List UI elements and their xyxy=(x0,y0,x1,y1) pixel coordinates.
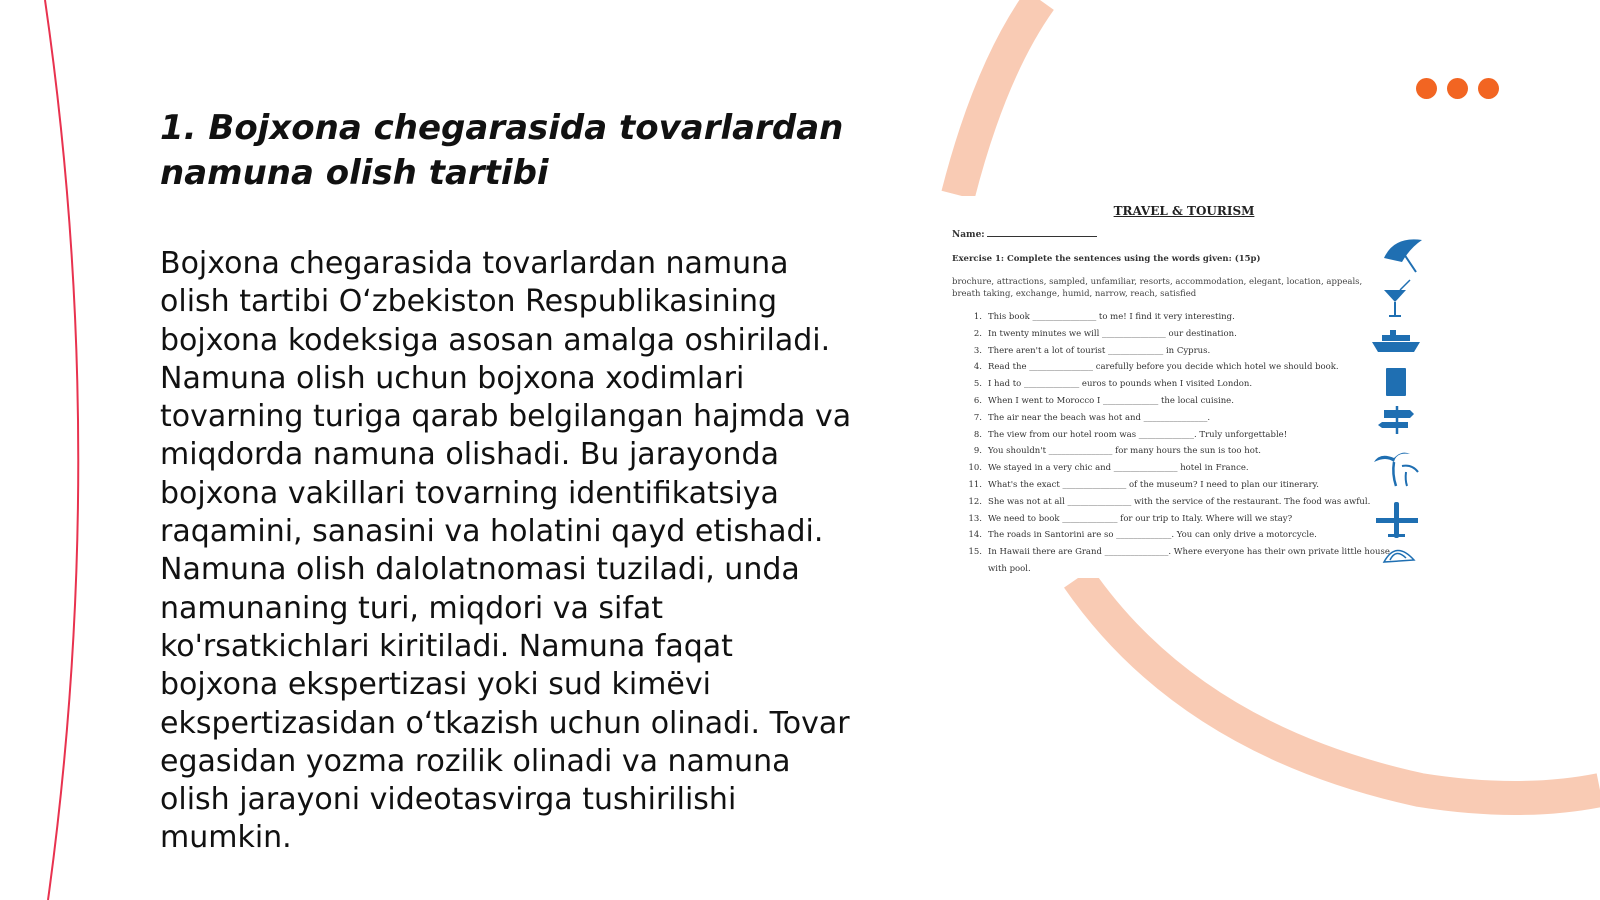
worksheet-item-text: This book _______________ to me! I find it very interesting. xyxy=(988,312,1235,322)
worksheet-item-text: The view from our hotel room was _____________. Truly unforgettable! xyxy=(988,429,1288,440)
name-label: Name: xyxy=(952,230,985,240)
worksheet-item-number: 13. xyxy=(968,513,982,524)
worksheet-item-text: She was not at all _______________ with the service of the restaurant. The food was awful. xyxy=(988,496,1371,507)
dot-3 xyxy=(1478,78,1499,99)
signpost-icon xyxy=(1378,406,1414,434)
worksheet-item-number: 14. xyxy=(968,530,982,541)
worksheet-item-text: You shouldn't _______________ for many hours the sun is too hot. xyxy=(988,446,1261,457)
worksheet-item-text: The roads in Santorini are so _____________. You can only drive a motorcycle. xyxy=(988,530,1317,541)
worksheet-item-number: 9. xyxy=(973,446,982,457)
passport-icon xyxy=(1386,368,1406,396)
travel-icons xyxy=(944,196,1454,578)
worksheet-item-number: 3. xyxy=(973,345,982,356)
worksheet-item-text: What's the exact _______________ of the museum? I need to plan our itinerary. xyxy=(988,479,1319,490)
worksheet-item-text: I had to _____________ euros to pounds when I visited London. xyxy=(988,379,1253,390)
worksheet-item-number: 5. xyxy=(973,379,982,390)
worksheet-item-number: 1. xyxy=(973,312,982,322)
worksheet-item-number: 6. xyxy=(973,395,982,406)
worksheet-image xyxy=(944,196,1454,578)
airplane-icon xyxy=(1376,502,1418,538)
worksheet-item-number: 4. xyxy=(973,362,982,373)
palm-tree-icon xyxy=(1374,453,1418,486)
worksheet-item-number: 7. xyxy=(973,412,982,423)
worksheet-item-number: 12. xyxy=(968,496,982,507)
cruise-ship-icon xyxy=(1372,330,1420,352)
worksheet-word-bank: brochure, attractions, sampled, unfamiliar, resorts, accommodation, elegant, location, appeals, breath taking, exchange, humid, narrow, reach, satisfied xyxy=(952,277,1363,299)
worksheet-item-text: In Hawaii there are Grand _______________. Where everyone has their own private little house with pool. xyxy=(988,547,1390,574)
worksheet-exercise-heading: Exercise 1: Complete the sentences using the words given: (15p) xyxy=(952,254,1261,264)
dot-1 xyxy=(1416,78,1437,99)
worksheet-item-number: 10. xyxy=(968,463,982,474)
worksheet-item-text: We need to book _____________ for our trip to Italy. Where will we stay? xyxy=(988,513,1293,524)
worksheet-item-number: 11. xyxy=(968,479,982,490)
worksheet-item-text: There aren't a lot of tourist _____________ in Cyprus. xyxy=(988,345,1211,356)
cocktail-icon xyxy=(1384,280,1410,316)
ring-arc-lower xyxy=(1078,578,1600,798)
worksheet-item-text: We stayed in a very chic and _______________ hotel in France. xyxy=(988,463,1249,474)
worksheet-item-text: In twenty minutes we will _______________ our destination. xyxy=(988,328,1237,339)
left-curve-line xyxy=(45,0,78,900)
dot-2 xyxy=(1447,78,1468,99)
worksheet-title: TRAVEL & TOURISM xyxy=(1113,204,1255,218)
worksheet-item-number: 2. xyxy=(973,328,982,339)
umbrella-icon xyxy=(1384,239,1422,272)
shell-icon xyxy=(1384,550,1414,562)
worksheet-item-number: 15. xyxy=(968,547,982,558)
worksheet-item-text: Read the _______________ carefully before you decide which hotel we should book. xyxy=(988,362,1339,373)
worksheet-item-text: When I went to Morocco I _____________ the local cuisine. xyxy=(988,395,1234,406)
worksheet-item-text: The air near the beach was hot and _______________. xyxy=(988,412,1211,423)
worksheet-item-number: 8. xyxy=(973,429,982,440)
slide-body-text: Bojxona chegarasida tovarlardan namuna olish tartibi O‘zbekiston Respublikasining bojxona kodeksiga asosan amalga oshiriladi. Namuna olish uchun bojxona xodimlari tovarning turiga qarab belgilangan hajmda va miqdorda namuna olishadi. Bu jarayonda bojxona vakillari tovarning identifikatsiya raqamini, sanasini va holatini qayd etishadi. Namuna olish dalolatnomasi tuziladi, unda namunaning turi, miqdori va sifat ko'rsatkichlari kiritiladi. Namuna faqat bojxona ekspertizasi yoki sud kimëvi ekspertizasidan o‘tkazish uchun olinadi. Tovar egasidan yozma rozilik olinadi va namuna olish jarayoni videotasvirga tushirilishi mumkin. xyxy=(160,246,852,856)
menu-dots xyxy=(1416,78,1512,102)
slide-title: 1. Bojxona chegarasida tovarlardan namuna olish tartibi xyxy=(160,108,844,193)
ring-arc-upper xyxy=(958,0,1040,195)
